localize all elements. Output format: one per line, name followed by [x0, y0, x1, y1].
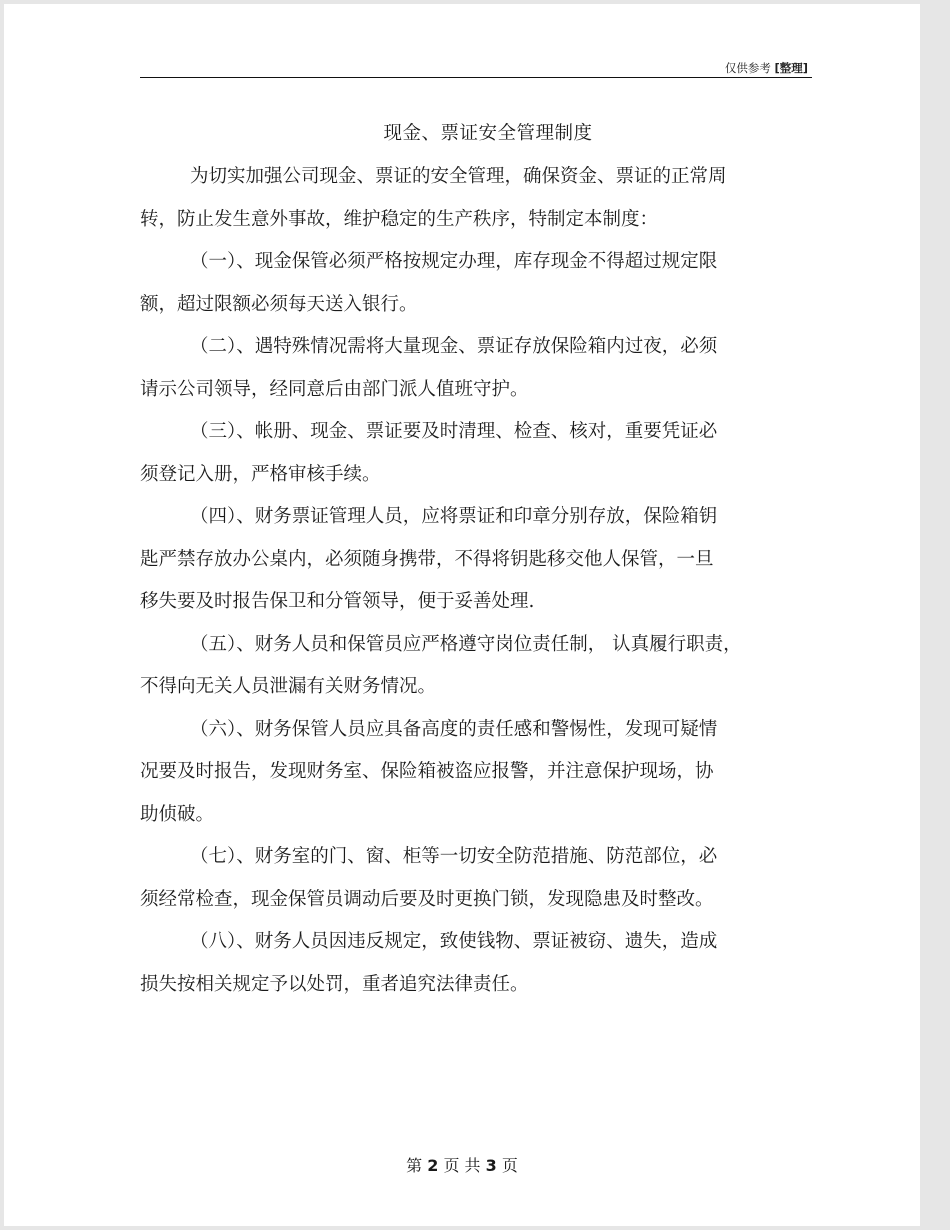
header-rule [140, 77, 812, 78]
paragraph-line: （八）、财务人员因违反规定，致使钱物、票证被窃、遗失，造成 [190, 931, 718, 952]
paragraph-line: 转，防止发生意外事故，维护稳定的生产秩序，特制定本制度： [140, 208, 659, 230]
footer-total-pages: 3 [485, 1156, 497, 1175]
footer-suffix: 页 [501, 1156, 518, 1175]
header-note-text: 仅供参考 [724, 61, 771, 75]
footer-mid: 页 共 [443, 1156, 481, 1175]
paragraph [140, 241, 790, 326]
paragraph-line: （一）、现金保管必须严格按规定办理，库存现金不得超过规定限 [190, 251, 718, 272]
paragraph-line: 况要及时报告，发现财务室、保险箱被盗应报警，并注意保护现场，协 [140, 761, 714, 782]
paragraph-line: （五）、财务人员和保管员应严格遵守岗位责任制， 认真履行职责， [190, 633, 742, 655]
document-page [4, 4, 920, 1226]
paragraph-line: 损失按相关规定予以处罚，重者追究法律责任。 [140, 973, 529, 995]
paragraph-line: （二）、遇特殊情况需将大量现金、票证存放保险箱内过夜，必须 [190, 336, 718, 357]
paragraph [140, 156, 790, 241]
paragraph-line: 匙严禁存放办公桌内，必须随身携带，不得将钥匙移交他人保管，一旦 [140, 548, 714, 570]
paragraph [140, 496, 790, 624]
header-note [725, 60, 808, 76]
paragraph-line: 移失要及时报告保卫和分管领导，便于妥善处理. [140, 591, 535, 612]
paragraph-line: 不得向无关人员泄漏有关财务情况。 [140, 676, 437, 697]
paragraph [140, 326, 790, 411]
paragraph [140, 411, 790, 496]
paragraph-line: （七）、财务室的门、窗、柜等一切安全防范措施、防范部位，必 [190, 846, 718, 867]
paragraph-line: 为切实加强公司现金、票证的安全管理，确保资金、票证的正常周 [190, 166, 727, 187]
footer-page-number: 2 [427, 1156, 439, 1175]
paragraph-line: 须经常检查，现金保管员调动后要及时更换门锁，发现隐患及时整改。 [140, 888, 714, 910]
paragraph-line: （三）、帐册、现金、票证要及时清理、检查、核对，重要凭证必 [190, 421, 718, 442]
footer-prefix: 第 [406, 1156, 423, 1175]
paragraph [140, 921, 790, 1006]
paragraph-line: 助侦破。 [140, 803, 215, 825]
page-footer [4, 1153, 920, 1176]
paragraph-line: 请示公司领导，经同意后由部门派人值班守护。 [140, 378, 529, 400]
document-body [140, 156, 790, 1006]
paragraph-line: 额，超过限额必须每天送入银行。 [140, 293, 418, 315]
paragraph [140, 624, 790, 709]
paragraph-line: 须登记入册，严格审核手续。 [140, 463, 381, 485]
paragraph-line: （四）、财务票证管理人员，应将票证和印章分别存放，保险箱钥 [190, 506, 718, 527]
document-title: 现金、票证安全管理制度 [383, 123, 593, 144]
paragraph [140, 709, 790, 837]
header-tag: [整理] [774, 61, 808, 75]
paragraph [140, 836, 790, 921]
paragraph-line: （六）、财务保管人员应具备高度的责任感和警惕性，发现可疑情 [190, 718, 718, 740]
